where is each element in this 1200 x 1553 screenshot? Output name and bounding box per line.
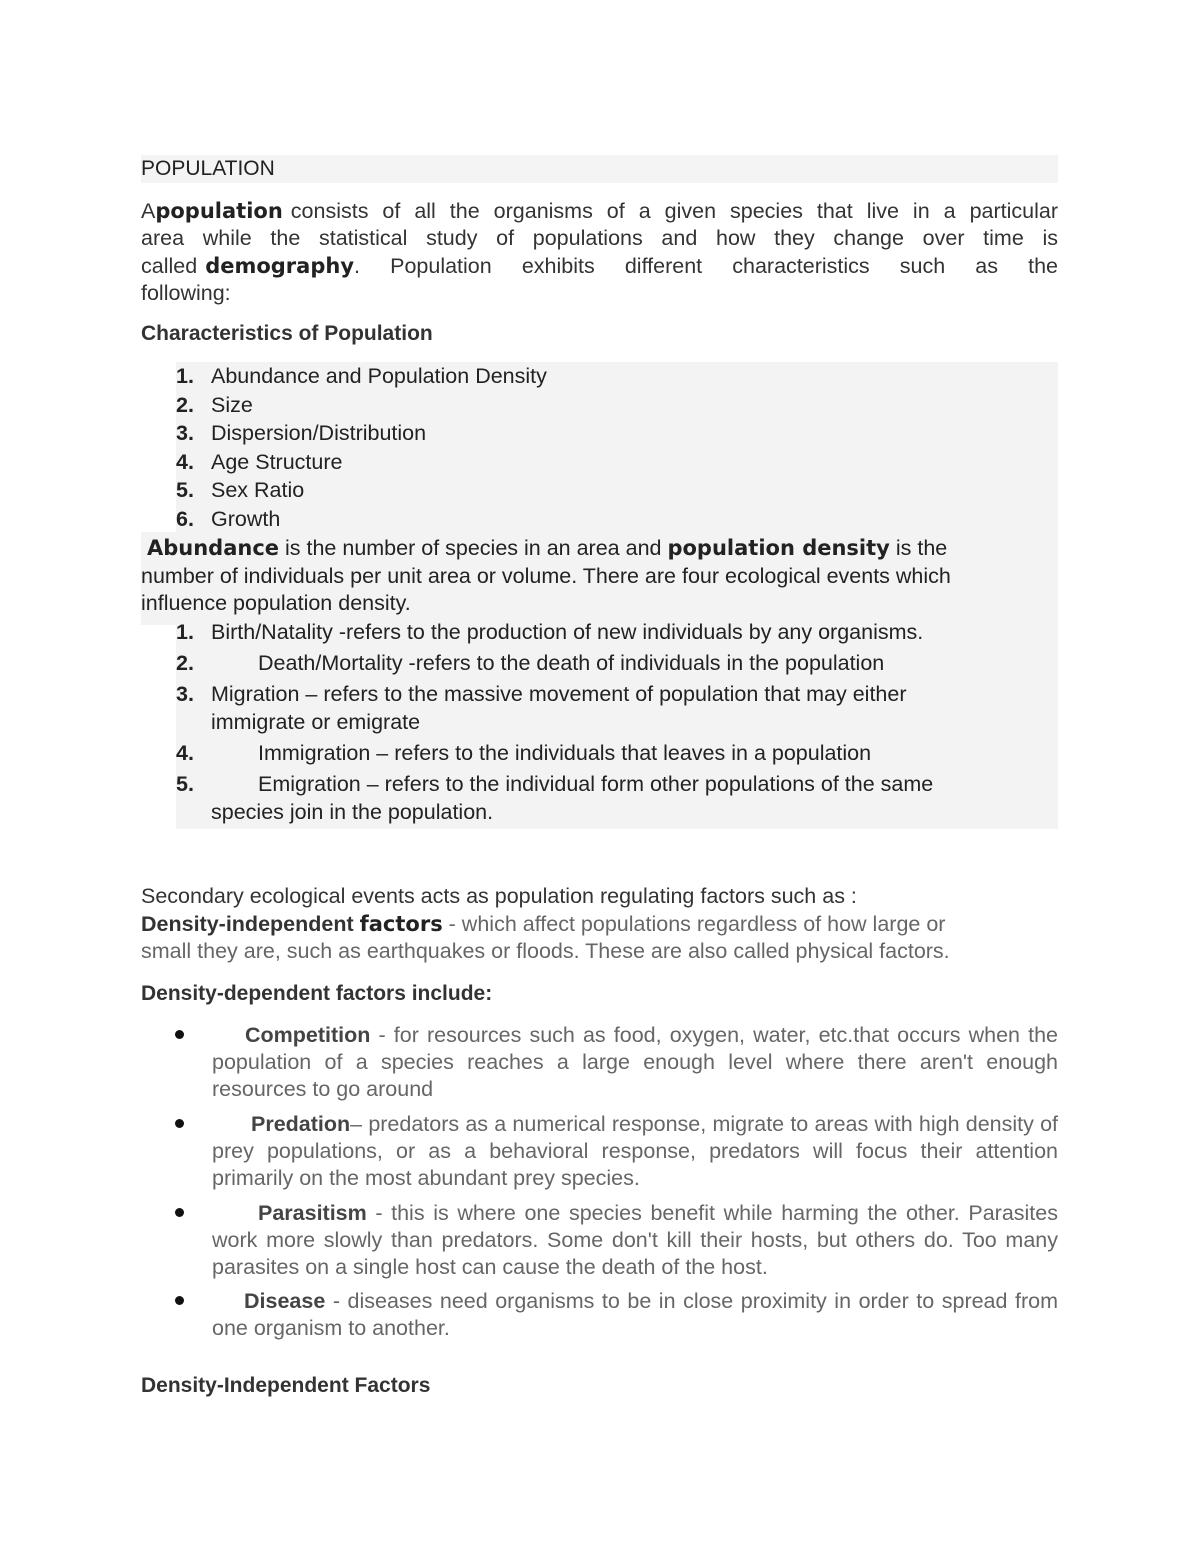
factor-label: Competition <box>245 1023 371 1047</box>
list-text: Dispersion/Distribution <box>211 421 427 445</box>
list-text: Immigration – refers to the individuals that leaves in a population <box>258 741 872 765</box>
list-number: 3. <box>176 421 194 445</box>
list-number: 4. <box>176 449 194 474</box>
term-population-density: population density <box>667 536 890 560</box>
list-text: Age Structure <box>211 449 343 474</box>
list-text: Size <box>211 392 253 417</box>
intro-text: . Population exhibits different characteristics such as the <box>354 253 1058 278</box>
bullet-icon <box>175 1296 184 1305</box>
term-abundance: Abundance <box>146 536 280 560</box>
page-title: POPULATION <box>141 155 1058 183</box>
secondary-line: small they are, such as earthquakes or floods. These are also called physical factors. <box>141 939 950 964</box>
intro-text: consists of all the organisms of a given species that live in a particular <box>290 199 1058 223</box>
factor-text <box>212 1288 1058 1342</box>
intro-word: A <box>141 199 156 223</box>
intro-line <box>141 198 1058 225</box>
intro-line <box>141 280 1058 307</box>
factor-text <box>212 1022 1058 1103</box>
list-number: 6. <box>176 506 194 531</box>
term-density-independent: Density-independent <box>141 911 354 936</box>
list-text: immigrate or emigrate <box>211 710 421 734</box>
abundance-line: number of individuals per unit area or volume. There are four ecological events which <box>141 563 951 588</box>
bullet-icon <box>175 1119 184 1128</box>
list-text: Migration – refers to the massive movement of population that may either <box>211 682 907 706</box>
term-factors: factors <box>359 911 443 936</box>
list-number: 1. <box>176 364 194 388</box>
factor-text <box>212 1111 1058 1192</box>
list-number: 2. <box>176 651 194 675</box>
list-number: 5. <box>176 478 194 502</box>
intro-word: called <box>141 253 198 278</box>
list-text: Growth <box>211 506 281 531</box>
list-text: Sex Ratio <box>211 478 305 502</box>
term-population: population <box>155 199 283 223</box>
factor-description: - this is where one species benefit while harming the other. Parasites work more slowly than predators. Some don't kill their hosts, but others do. Too many parasites on a single host can cause the death of the host. <box>212 1201 1058 1279</box>
factor-description: – predators as a numerical response, migrate to areas with high density of prey populations, or as a behavioral response, predators will focus their attention primarily on the most abundant prey species. <box>212 1112 1058 1190</box>
intro-line <box>141 253 1058 280</box>
characteristics-heading: Characteristics of Population <box>141 322 433 345</box>
secondary-text: - which affect populations regardless of how large or <box>442 911 946 936</box>
factor-text <box>212 1200 1058 1281</box>
list-text: Birth/Natality -refers to the production of new individuals by any organisms. <box>211 620 924 644</box>
bullet-icon <box>175 1030 184 1039</box>
secondary-line: Secondary ecological events acts as population regulating factors such as : <box>141 884 857 908</box>
intro-text: following: <box>141 280 231 305</box>
list-text: Emigration – refers to the individual form other populations of the same <box>258 772 934 796</box>
abundance-line <box>141 535 1058 563</box>
abundance-text: is the <box>895 536 948 560</box>
list-text: Death/Mortality -refers to the death of individuals in the population <box>258 651 885 675</box>
intro-text: area while the statistical study of populations and how they change over time is <box>141 226 1058 251</box>
list-text: Abundance and Population Density <box>211 364 547 388</box>
term-demography: demography <box>205 253 355 278</box>
independent-factors-heading: Density-Independent Factors <box>141 1374 431 1397</box>
abundance-text: is the number of species in an area and <box>285 536 662 560</box>
intro-line <box>141 225 1058 252</box>
intro-paragraph <box>141 198 1058 307</box>
bullet-icon <box>175 1208 184 1217</box>
factor-label: Disease <box>244 1289 326 1313</box>
list-number: 1. <box>176 620 194 644</box>
list-number: 2. <box>176 392 194 417</box>
list-text: species join in the population. <box>211 800 494 824</box>
list-number: 3. <box>176 682 194 706</box>
list-number: 5. <box>176 772 194 796</box>
abundance-line: influence population density. <box>141 591 411 616</box>
factor-label: Parasitism <box>258 1201 367 1225</box>
abundance-paragraph <box>141 535 1058 618</box>
secondary-line <box>141 911 1058 939</box>
factor-description: - for resources such as food, oxygen, water, etc.that occurs when the population of a species reaches a large enough level where there aren't enough resources to go around <box>212 1023 1058 1101</box>
dependent-factors-heading: Density-dependent factors include: <box>141 982 493 1005</box>
factor-description: - diseases need organisms to be in close proximity in order to spread from one organism to another. <box>212 1289 1058 1340</box>
list-number: 4. <box>176 741 194 765</box>
factor-label: Predation <box>251 1112 351 1136</box>
secondary-paragraph <box>141 883 1058 966</box>
